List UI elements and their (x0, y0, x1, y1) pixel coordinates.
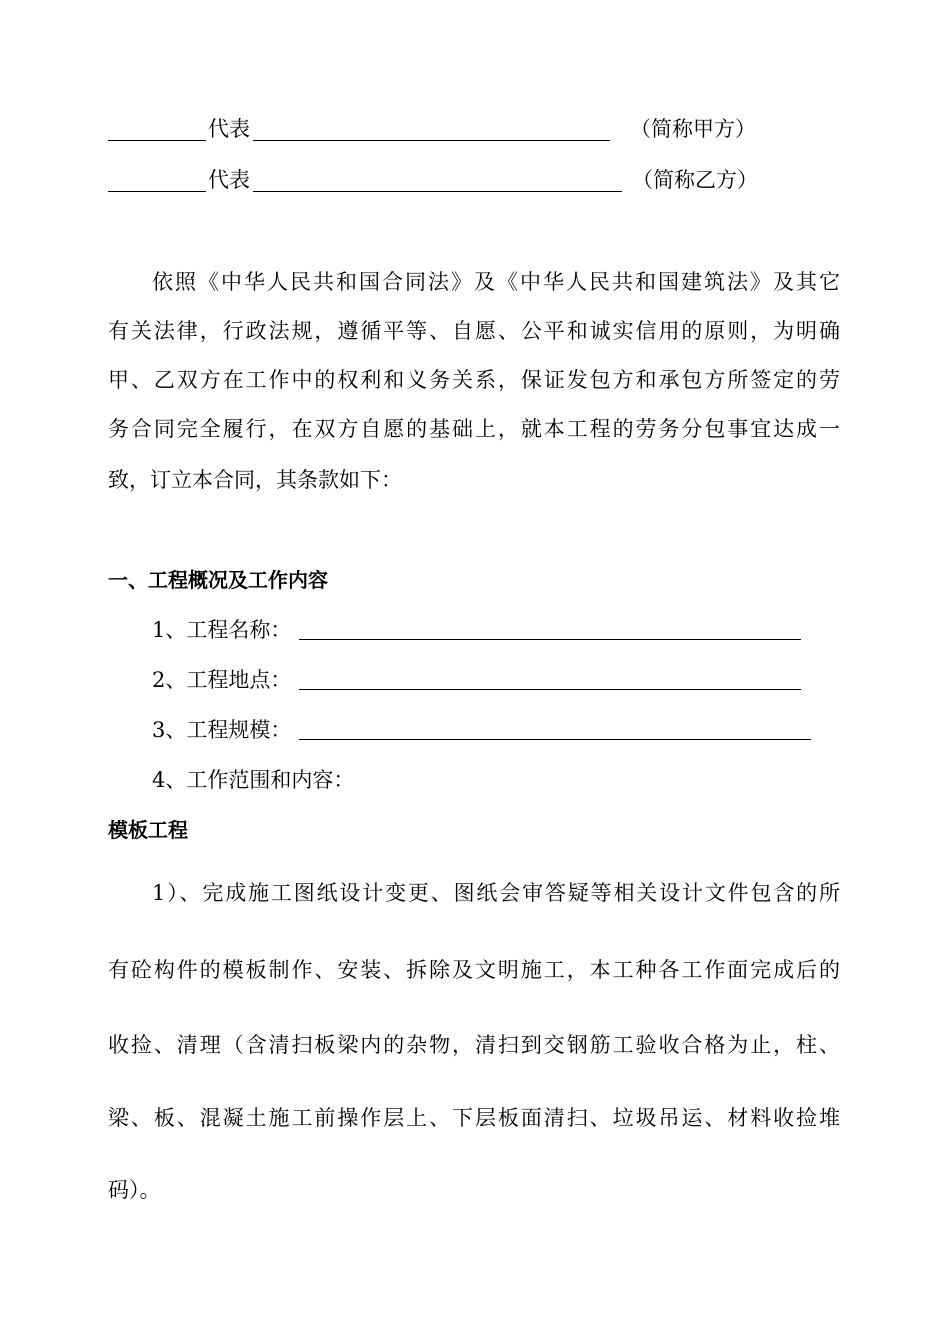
project-name-label: 1、工程名称： (152, 618, 292, 642)
preamble-line: 依照《中华人民共和国合同法》及《中华人民共和国建筑法》及其它 (152, 270, 840, 294)
preamble-line: 有关法律，行政法规，遵循平等、自愿、公平和诚实信用的原则，为明确 (108, 319, 840, 343)
party-b-name-blank[interactable] (108, 191, 206, 192)
project-location-label: 2、工程地点： (152, 668, 292, 692)
project-scale-label: 3、工程规模： (152, 718, 292, 742)
project-scale-blank[interactable] (299, 739, 811, 740)
project-name-blank[interactable] (299, 639, 801, 640)
formwork-heading: 模板工程 (108, 818, 188, 842)
formwork-line: 码）。 (108, 1178, 161, 1202)
section-1-heading: 一、工程概况及工作内容 (108, 568, 328, 592)
work-scope-label: 4、工作范围和内容： (152, 768, 355, 792)
party-a-rep-blank[interactable] (253, 140, 610, 141)
party-a-abbr: （简称甲方） (630, 117, 756, 141)
preamble-line: 致，订立本合同，其条款如下： (108, 468, 402, 492)
formwork-line: 1）、完成施工图纸设计变更、图纸会审答疑等相关设计文件包含的所 (152, 881, 840, 905)
party-b-rep-label: 代表 (208, 168, 250, 192)
project-location-blank[interactable] (299, 689, 801, 690)
party-a-name-blank[interactable] (108, 140, 206, 141)
preamble-line: 甲、乙双方在工作中的权利和义务关系，保证发包方和承包方所签定的劳 (108, 368, 840, 392)
formwork-line: 有砼构件的模板制作、安装、拆除及文明施工，本工种各工作面完成后的 (108, 958, 840, 982)
party-b-abbr: （简称乙方） (632, 168, 758, 192)
preamble-line: 务合同完全履行，在双方自愿的基础上，就本工程的劳务分包事宜达成一 (108, 417, 840, 441)
party-b-rep-blank[interactable] (253, 191, 622, 192)
formwork-line: 收捡、清理（含清扫板梁内的杂物，清扫到交钢筋工验收合格为止，柱、 (108, 1033, 840, 1057)
formwork-line: 梁、板、混凝土施工前操作层上、下层板面清扫、垃圾吊运、材料收捡堆 (108, 1106, 840, 1130)
party-a-rep-label: 代表 (208, 117, 250, 141)
